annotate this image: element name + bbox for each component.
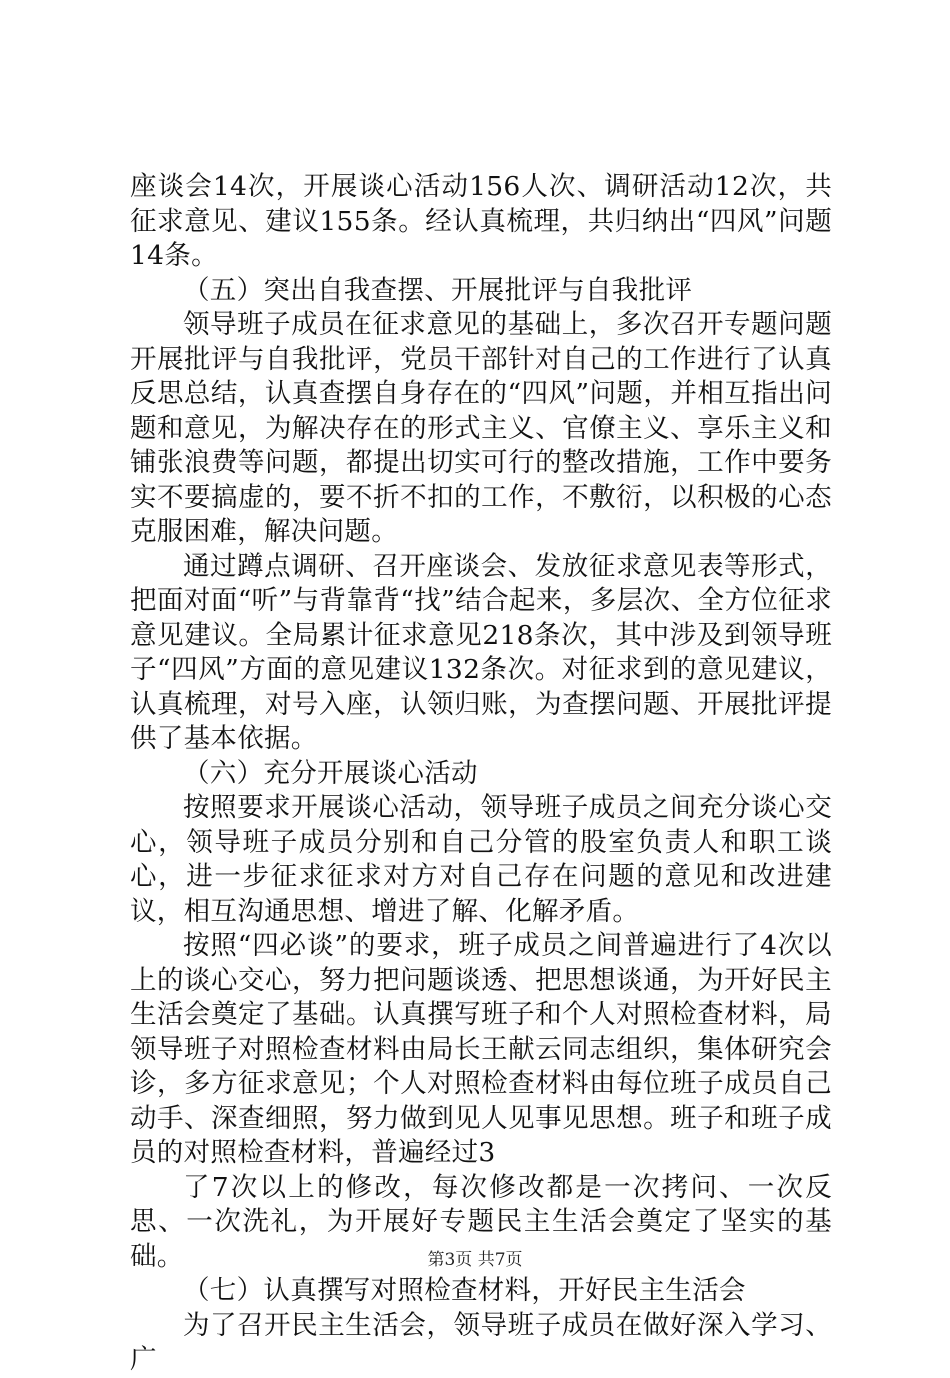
body-paragraph: 通过蹲点调研、召开座谈会、发放征求意见表等形式，把面对面“听”与背靠背“找”结合起来，多层次、全方位征求意见建议。全局累计征求意见218条次，其中涉及到领导班子“四风”方面的意见建议132条次。对征求到的意见建议，认真梳理，对号入座，认领归账，为查摆问题、开展批评提供了基本依据。 xyxy=(130,550,832,754)
body-paragraph: 按照要求开展谈心活动，领导班子成员之间充分谈心交心，领导班子成员分别和自己分管的股室负责人和职工谈心，进一步征求征求对方对自己存在问题的意见和改进建议，相互沟通思想、增进了解、化解矛盾。 xyxy=(130,792,832,927)
body-paragraph: 领导班子成员在征求意见的基础上，多次召开专题问题开展批评与自我批评，党员干部针对自己的工作进行了认真反思总结，认真查摆自身存在的“四风”问题，并相互指出问题和意见，为解决存在的形式主义、官僚主义、享乐主义和铺张浪费等问题，都提出切实可行的整改措施，工作中要务实不要搞虚的，要不折不扣的工作，不敷衍，以积极的心态克服困难，解决问题。 xyxy=(130,309,832,547)
section-heading-7: （七）认真撰写对照检查材料，开好民主生活会 xyxy=(183,1275,746,1306)
body-paragraph: 为了召开民主生活会，领导班子成员在做好深入学习、广 xyxy=(130,1309,832,1375)
section-heading-6: （六）充分开展谈心活动 xyxy=(183,757,478,789)
page-number-footer: 第3页 共7页 xyxy=(427,1250,523,1270)
document-body xyxy=(130,170,832,1378)
body-paragraph: 了7次以上的修改，每次修改都是一次拷问、一次反思、一次洗礼，为开展好专题民主生活会奠定了坚实的基础。 xyxy=(130,1171,832,1272)
section-heading-5: （五）突出自我查摆、开展批评与自我批评 xyxy=(183,274,693,306)
body-paragraph: 按照“四必谈”的要求，班子成员之间普遍进行了4次以上的谈心交心，努力把问题谈透、把思想谈通，为开好民主生活会奠定了基础。认真撰写班子和个人对照检查材料，局领导班子对照检查材料由局长王献云同志组织，集体研究会诊，多方征求意见；个人对照检查材料由每位班子成员自己动手、深查细照，努力做到见人见事见思想。班子和班子成员的对照检查材料，普遍经过3 xyxy=(130,930,832,1168)
body-paragraph: 座谈会14次，开展谈心活动156人次、调研活动12次，共征求意见、建议155条。经认真梳理，共归纳出“四风”问题14条。 xyxy=(130,171,832,271)
